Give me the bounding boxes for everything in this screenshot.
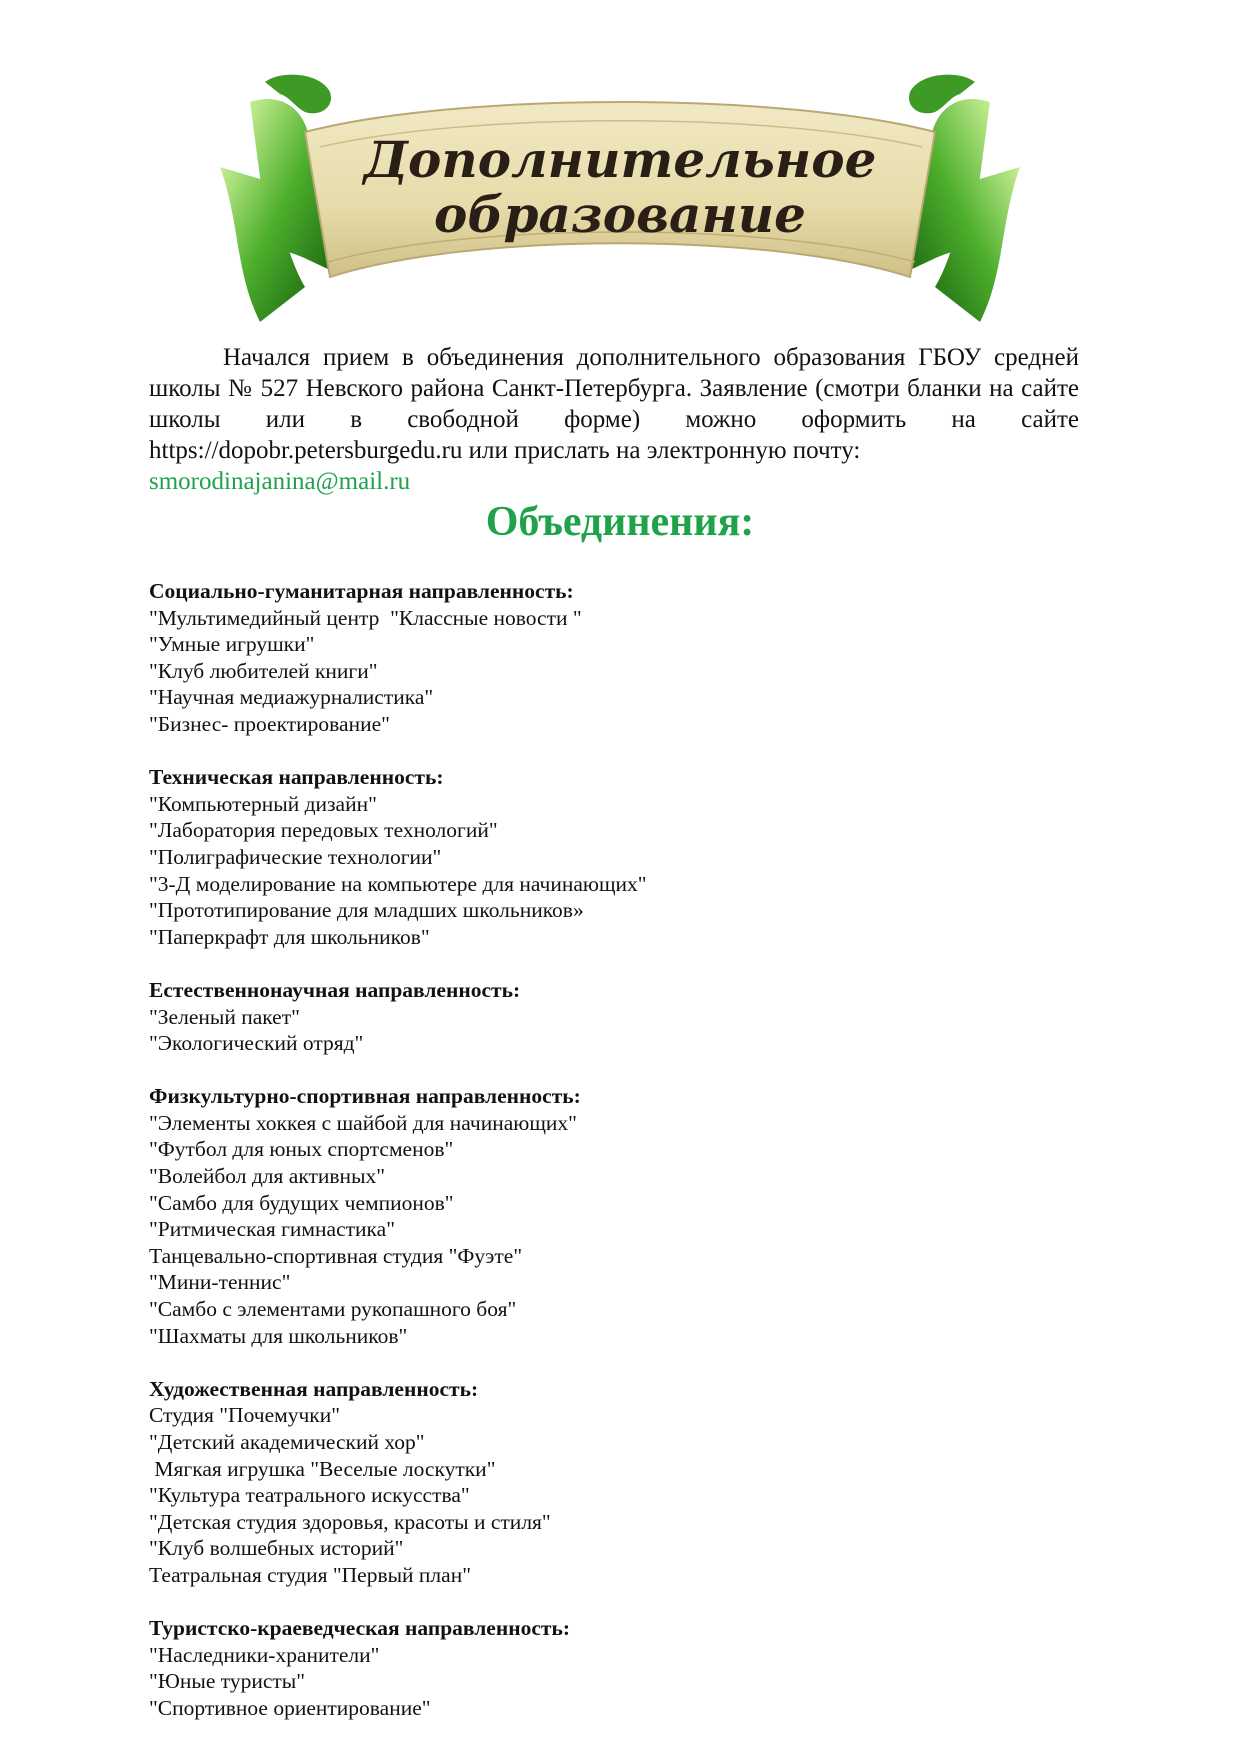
section-block [149, 1615, 1079, 1721]
list-item: "Волейбол для активных" [149, 1164, 386, 1189]
banner-scroll [210, 72, 1030, 337]
list-item: "Элементы хоккея с шайбой для начинающих" [149, 1110, 577, 1135]
intro-paragraph [149, 342, 1079, 497]
section-title: Туристско-краеведческая направленность: [149, 1616, 571, 1641]
list-item: "Зеленый пакет" [149, 1004, 300, 1029]
section-items [149, 1402, 1079, 1588]
section-items [149, 605, 1079, 738]
associations-list [149, 578, 1079, 1748]
section-items [149, 791, 1079, 951]
list-item: "Мультимедийный центр "Классные новости " [149, 605, 582, 630]
list-item: "Паперкрафт для школьников" [149, 924, 430, 949]
list-item: "Юные туристы" [149, 1669, 306, 1694]
list-item: "Бизнес- проектирование" [149, 711, 390, 736]
intro-text: Начался прием в объединения дополнительного образования ГБОУ средней школы № 527 Невского района Санкт-Петербурга. Заявление (смотри бланки на сайте школы или в свободной форме) можно оформить на сайте https://dopobr.petersburgedu.ru или прислать на электронную почту: [149, 344, 1079, 464]
banner-line1: Дополнительное [363, 130, 877, 189]
list-item: "Экологический отряд" [149, 1031, 364, 1056]
list-item: "Научная медиажурналистика" [149, 685, 434, 710]
list-item: "Шахматы для школьников" [149, 1323, 408, 1348]
list-item: "Прототипирование для младших школьников» [149, 898, 584, 923]
list-item: "Мини-теннис" [149, 1270, 291, 1295]
section-items [149, 1642, 1079, 1722]
list-item: Студия "Почемучки" [149, 1403, 341, 1428]
contact-email-link[interactable]: smorodinajanina@mail.ru [149, 468, 411, 495]
list-item: "Ритмическая гимнастика" [149, 1217, 395, 1242]
section-block [149, 578, 1079, 738]
list-item: "Клуб любителей книги" [149, 658, 378, 683]
scroll-ribbon-icon [210, 72, 1030, 337]
section-title: Социально-гуманитарная направленность: [149, 579, 574, 603]
list-item: "Детская студия здоровья, красоты и стиля" [149, 1509, 551, 1534]
list-item: "Полиграфические технологии" [149, 844, 442, 869]
section-title: Художественная направленность: [149, 1376, 479, 1401]
list-item: "Компьютерный дизайн" [149, 791, 377, 816]
section-block [149, 764, 1079, 950]
list-item: "Самбо с элементами рукопашного боя" [149, 1297, 517, 1322]
section-title: Естественнонаучная направленность: [149, 977, 521, 1002]
section-block [149, 977, 1079, 1057]
section-items [149, 1004, 1079, 1057]
section-block [149, 1376, 1079, 1589]
page-title: Объединения: [485, 499, 755, 545]
section-block [149, 1083, 1079, 1349]
list-item: "Лаборатория передовых технологий" [149, 818, 498, 843]
list-item: "Клуб волшебных историй" [149, 1536, 404, 1561]
list-item: Танцевально-спортивная студия "Фуэте" [149, 1243, 523, 1268]
list-item: "Детский академический хор" [149, 1430, 425, 1454]
list-item: "Культура театрального искусства" [149, 1483, 470, 1508]
banner-line2: образование [434, 185, 806, 244]
list-item: "Футбол для юных спортсменов" [149, 1137, 454, 1162]
section-title: Техническая направленность: [149, 765, 444, 790]
section-items [149, 1110, 1079, 1349]
list-item: "Самбо для будущих чемпионов" [149, 1190, 454, 1215]
section-title: Физкультурно-спортивная направленность: [149, 1084, 581, 1109]
list-item: Мягкая игрушка "Веселые лоскутки" [149, 1456, 496, 1481]
list-item: Театральная студия "Первый план" [149, 1562, 471, 1587]
list-item: "3-Д моделирование на компьютере для начинающих" [149, 871, 647, 896]
list-item: "Спортивное ориентирование" [149, 1695, 431, 1720]
list-item: "Наследники-хранители" [149, 1642, 380, 1667]
list-item: "Умные игрушки" [149, 632, 315, 657]
